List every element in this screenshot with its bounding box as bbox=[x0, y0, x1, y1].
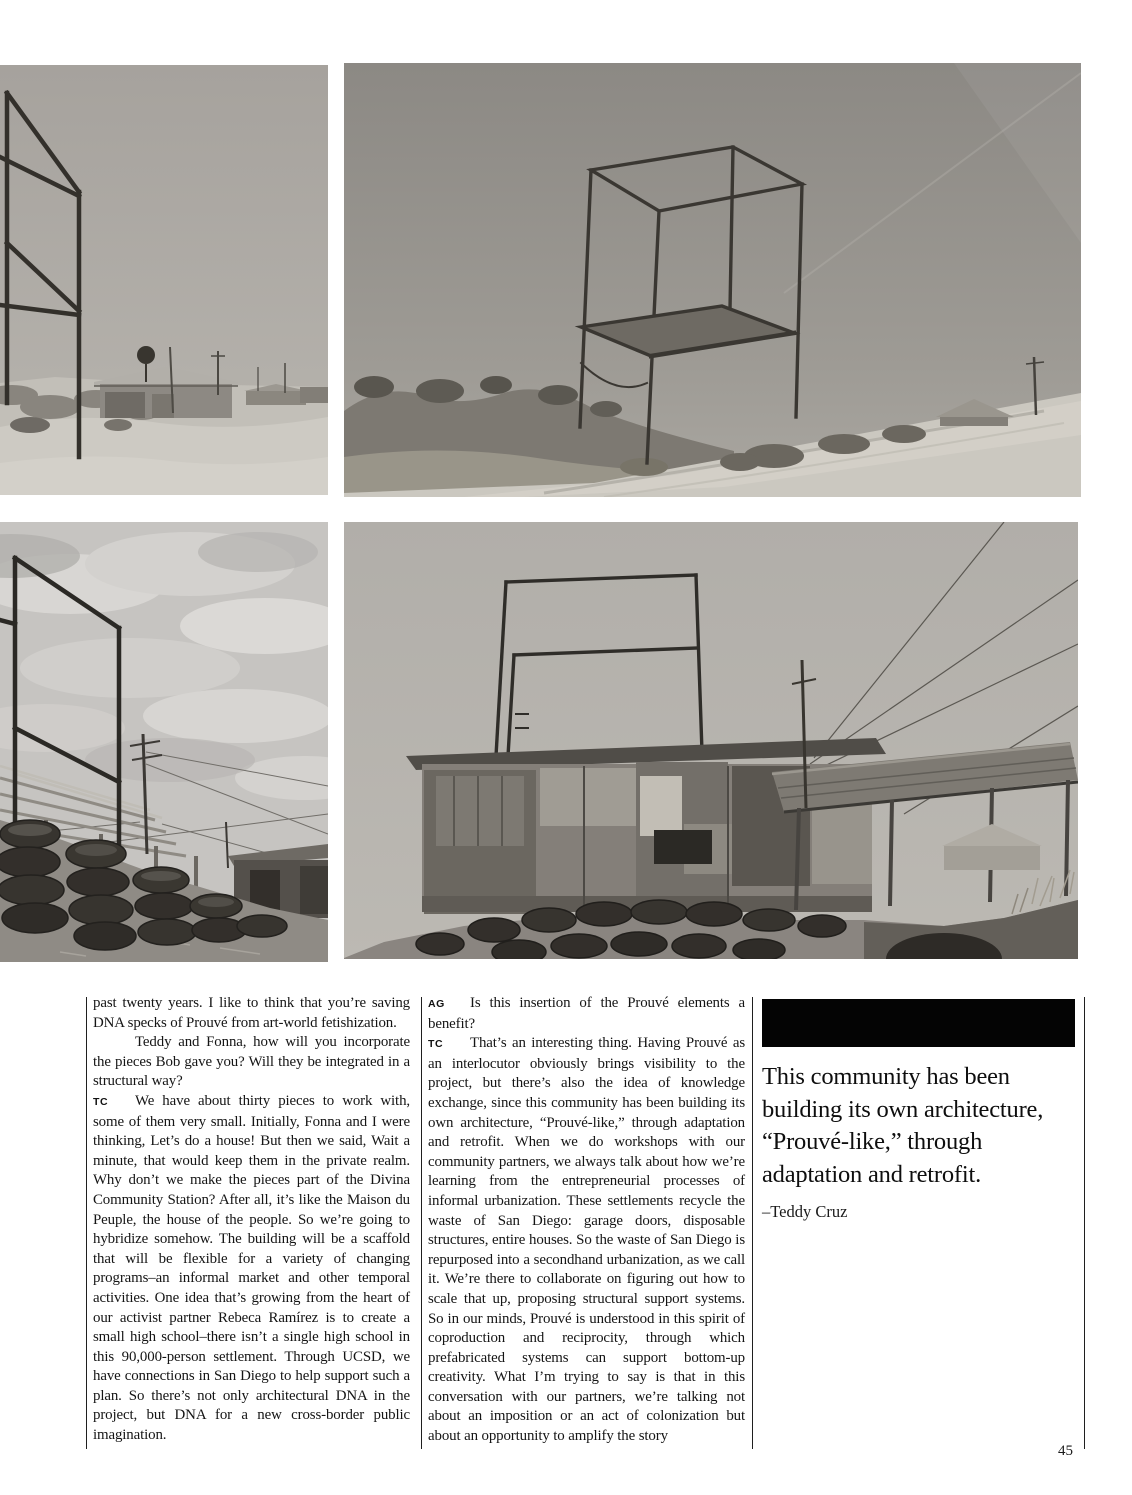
column-rule-mid-2 bbox=[752, 997, 753, 1449]
photo-bottom-left bbox=[0, 522, 328, 962]
column-rule-right bbox=[1084, 997, 1085, 1449]
paragraph-text: That’s an interesting thing. Having Prouvé as an interlocutor obviously brings visibility to the project, but there’s also the idea of knowledge exchange, since this community has been building its own architecture, “Prouvé-like,” through adaptation and retrofit. When we do workshops with our community partners, we always talk about how we’re learning from the entrepreneurial processes of informal urbanization. These settlements recycle the waste of San Diego: garage doors, disposable structures, entire houses. So the waste of San Diego is repurposed into a secondhand urbanization, as we call it. We’re there to collaborate on figuring out how to scale that up, proposing structural support systems. So in our minds, Prouvé is understood in this spirit of coproduction and reciprocity, through which prefabricated systems can support bottom-up creativity. What I’m trying to say is that in this conversation with our partners, we’re talking not about an imposition or an act of colonization but about an opportunity to amplify the story bbox=[428, 1035, 745, 1445]
paragraph bbox=[93, 1092, 410, 1446]
pull-quote-attribution: –Teddy Cruz bbox=[762, 1202, 848, 1221]
speaker-tag-ag: AG bbox=[428, 998, 445, 1010]
column-rule-mid-1 bbox=[421, 997, 422, 1449]
paragraph-text: We have about thirty pieces to work with, some of them very small. Initially, Fonna and I were thinking, Let’s do a house! But then we said, Wait a minute, that would keep them in the private realm. Why don’t we make the pieces part of the Divina Community Station? After all, it’s like the Maison du Peuple, the house of the people. So we’re going to hybridize somehow. The building will be a scaffold that will be flexible for a variety of changing programs–an informal market and other temporal activities. One idea that’s growing from the heart of our activist partner Rebeca Ramírez is to create a small high school–there isn’t a single high school in this 90,000-person settlement. Through UCSD, we have connections in San Diego to help support such a plan. So there’s not only architectural DNA in the project, but DNA for a new cross-border public imagination. bbox=[93, 1092, 410, 1444]
satellite-dish bbox=[137, 346, 155, 364]
speaker-tag-tc: TC bbox=[93, 1095, 109, 1108]
article-column-2 bbox=[428, 994, 745, 1447]
photo-top-right-illustration bbox=[344, 63, 1081, 497]
redaction-bar bbox=[762, 999, 1075, 1047]
column-rule-left bbox=[86, 997, 87, 1449]
paragraph: past twenty years. I like to think that you’re saving DNA specks of Prouvé from art-world fetishization. bbox=[93, 995, 410, 1031]
article-column-1 bbox=[93, 994, 410, 1446]
speaker-tag-tc: TC bbox=[428, 1038, 444, 1051]
pull-quote-text: This community has been building its own architecture, “Prouvé-like,” through adaptation and retrofit. bbox=[762, 1063, 1044, 1188]
page-number: 45 bbox=[1058, 1443, 1073, 1459]
paragraph bbox=[428, 994, 745, 1034]
shack bbox=[406, 738, 886, 920]
photo-top-right bbox=[344, 63, 1081, 497]
paragraph-text: Is this insertion of the Prouvé elements a benefit? bbox=[428, 995, 745, 1032]
photo-top-left bbox=[0, 65, 328, 495]
photo-bottom-right bbox=[344, 522, 1078, 959]
paragraph: Teddy and Fonna, how will you incorporate the pieces Bob gave you? Will they be integrated in a structural way? bbox=[93, 1034, 410, 1090]
photo-top-left-illustration bbox=[0, 65, 328, 495]
paragraph bbox=[428, 1034, 745, 1446]
photo-bottom-left-illustration bbox=[0, 522, 328, 962]
pull-quote-block bbox=[762, 999, 1075, 1222]
photo-bottom-right-illustration bbox=[344, 522, 1078, 959]
